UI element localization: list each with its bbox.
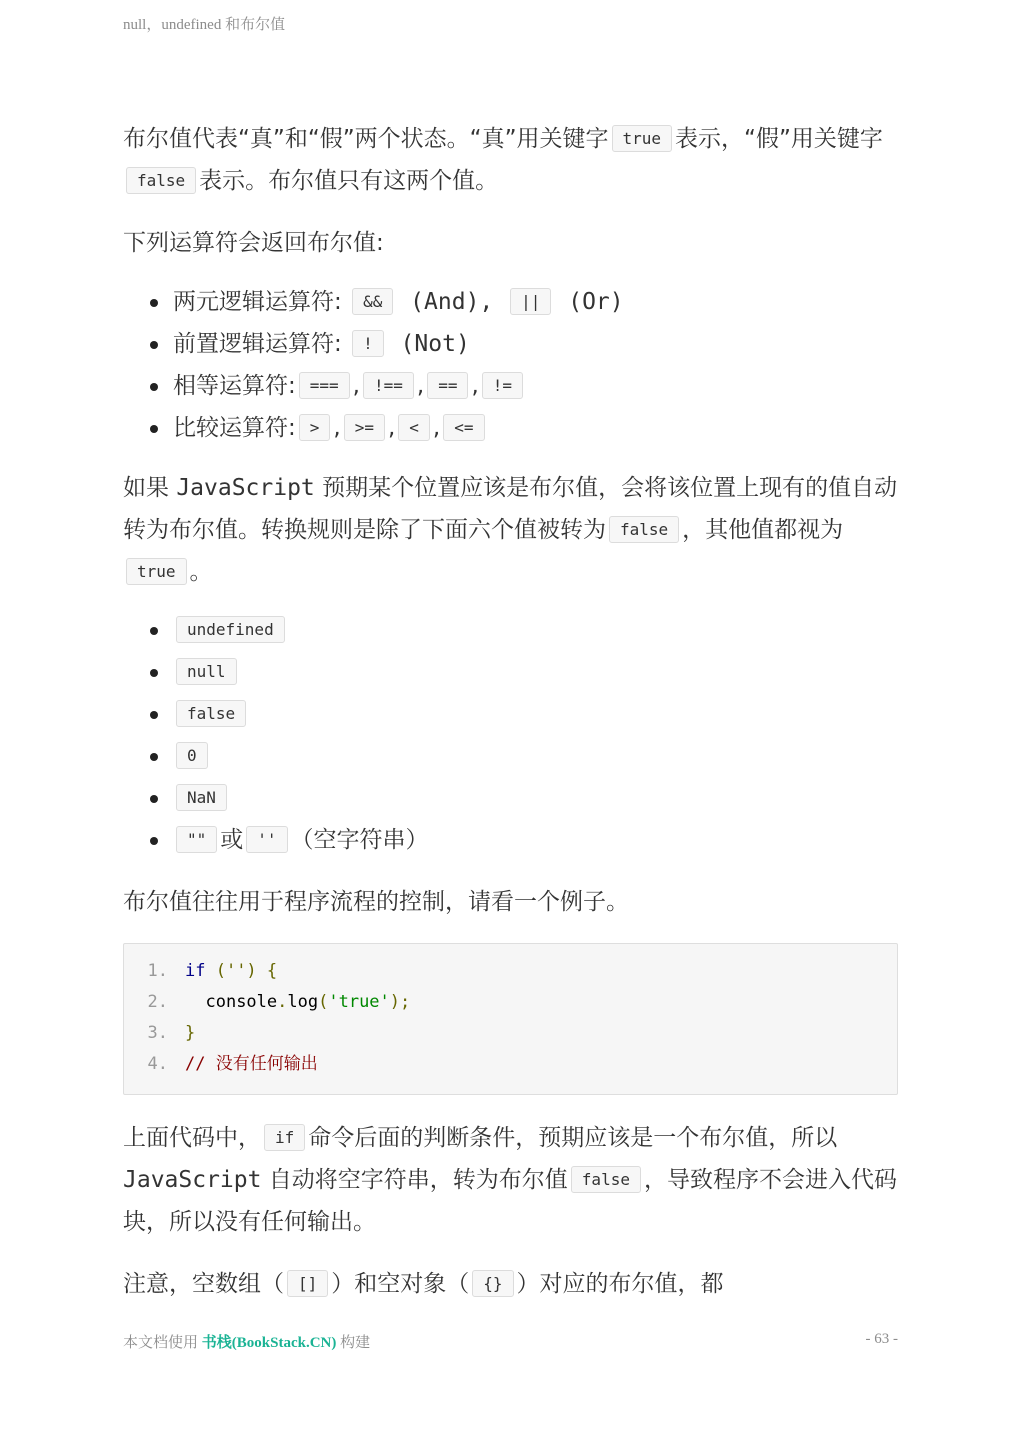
text-javascript: JavaScript — [123, 1167, 262, 1193]
code-token: console — [205, 992, 278, 1012]
text: 注意，空数组（ — [123, 1271, 284, 1297]
text: ）对应的布尔值，都 — [516, 1271, 724, 1297]
text: 预期某个位置应该是布尔值，会将该位置上现有的值自动转为布尔值。转换规则是除了下面六个值被转为 — [123, 475, 898, 543]
line-number: 1. — [147, 961, 168, 981]
code-null: null — [176, 658, 237, 685]
text: 命令后面的判断条件，预期应该是一个布尔值，所以 — [308, 1125, 838, 1151]
code-false: false — [609, 516, 679, 543]
paragraph-conversion-rule — [123, 467, 898, 593]
code-or: || — [510, 288, 551, 315]
code-op: == — [427, 372, 468, 399]
code-op: >= — [344, 414, 385, 441]
line-number: 3. — [147, 1023, 168, 1043]
code-token: } — [185, 1023, 196, 1043]
code-token: 'true' — [328, 992, 390, 1012]
text: （空字符串） — [290, 827, 429, 853]
text: 自动将空字符串，转为布尔值 — [268, 1167, 568, 1193]
line-number: 4. — [147, 1054, 168, 1074]
list-item: 相等运算符: === , !== , == , != — [123, 365, 898, 407]
text-javascript: JavaScript — [176, 475, 315, 501]
operator-list — [123, 281, 898, 449]
list-item — [123, 693, 898, 735]
text: 表示，“假”用关键字 — [675, 126, 883, 152]
code-line — [124, 956, 897, 987]
code-op: === — [299, 372, 350, 399]
code-op: < — [398, 414, 430, 441]
code-token: ('') { — [205, 961, 278, 981]
page-number: - 63 - — [865, 1331, 898, 1347]
text: 上面代码中， — [123, 1125, 261, 1151]
text: ）和空对象（ — [331, 1271, 470, 1297]
code-empty-object: {} — [472, 1270, 513, 1297]
code-true: true — [126, 558, 187, 585]
code-zero: 0 — [176, 742, 208, 769]
line-number: 2. — [147, 992, 168, 1012]
falsy-values-list — [123, 609, 898, 861]
code-block — [123, 943, 898, 1095]
paragraph-note — [123, 1263, 898, 1305]
code-true: true — [612, 125, 673, 152]
list-item — [123, 651, 898, 693]
text: 表示。布尔值只有这两个值。 — [199, 168, 499, 194]
code-empty-single: '' — [246, 826, 287, 853]
code-if: if — [264, 1124, 305, 1151]
page-header: null，undefined 和布尔值 — [123, 17, 286, 33]
item-label: 前置逻辑运算符: — [173, 331, 342, 357]
list-item — [123, 609, 898, 651]
list-item — [123, 281, 898, 323]
item-label: 比较运算符: — [173, 415, 296, 441]
item-suffix: (Or) — [554, 289, 624, 315]
footer-text: 构建 — [336, 1335, 371, 1351]
footer-brand-link[interactable]: 书栈(BookStack.CN) — [201, 1335, 337, 1351]
text: 如果 — [123, 475, 169, 501]
code-undefined: undefined — [176, 616, 285, 643]
code-op: != — [482, 372, 523, 399]
code-false: false — [571, 1166, 641, 1193]
code-empty-array: [] — [287, 1270, 328, 1297]
code-token: ( — [318, 992, 329, 1012]
code-token: if — [185, 961, 206, 981]
code-op: <= — [443, 414, 484, 441]
footer-credit — [123, 1331, 370, 1352]
list-item: 比较运算符: > , >= , < , <= — [123, 407, 898, 449]
text: 或 — [220, 827, 244, 853]
code-op: !== — [363, 372, 414, 399]
code-false: false — [176, 700, 246, 727]
code-line — [124, 987, 897, 1018]
code-op: > — [299, 414, 331, 441]
text: 。 — [189, 559, 213, 585]
code-line — [124, 1049, 897, 1080]
text: ，其他值都视为 — [682, 517, 844, 543]
list-item — [123, 735, 898, 777]
list-item — [123, 323, 898, 365]
text: ，导致程序不会进入代码块，所以没有任何输出。 — [123, 1167, 897, 1235]
code-token: . — [277, 992, 288, 1012]
code-empty-double: "" — [176, 826, 217, 853]
code-false: false — [126, 167, 196, 194]
item-suffix: (And), — [396, 289, 508, 315]
footer-text: 本文档使用 — [123, 1335, 202, 1351]
paragraph-boolean-intro — [123, 118, 898, 202]
page-footer — [123, 1331, 898, 1352]
document-body — [123, 118, 898, 1325]
list-item — [123, 819, 898, 861]
code-not: ! — [352, 330, 384, 357]
code-token: ); — [389, 992, 411, 1012]
list-item — [123, 777, 898, 819]
code-nan: NaN — [176, 784, 227, 811]
code-comment: // 没有任何输出 — [185, 1054, 318, 1074]
text: 布尔值代表“真”和“假”两个状态。“真”用关键字 — [123, 126, 609, 152]
paragraph-code-explanation — [123, 1117, 898, 1243]
item-label: 相等运算符: — [173, 373, 296, 399]
item-suffix: (Not) — [386, 331, 470, 357]
code-token: log — [287, 992, 319, 1012]
item-label: 两元逻辑运算符: — [173, 289, 342, 315]
paragraph-operators-intro: 下列运算符会返回布尔值: — [123, 230, 384, 256]
code-and: && — [352, 288, 393, 315]
paragraph-example-intro: 布尔值往往用于程序流程的控制，请看一个例子。 — [123, 889, 629, 915]
code-line — [124, 1018, 897, 1049]
